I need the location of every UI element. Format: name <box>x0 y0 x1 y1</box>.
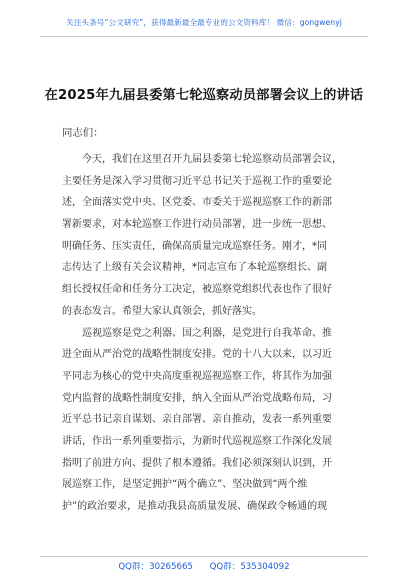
footer-qq-group-2: QQ群：535304092 <box>209 562 290 572</box>
body-line: 近平总书记亲自谋划、亲自部署、亲自推动，发表一系列重要 <box>62 414 332 426</box>
document-title: 在2025年九届县委第七轮巡察动员部署会议上的讲话 <box>44 88 364 103</box>
body-line: 的表态发言。希望大家认真领会，抓好落实。 <box>62 305 262 317</box>
body-line: 述，全面落实党中央、区党委、市委关于巡视巡察工作的新部 <box>62 197 332 209</box>
body-line: 主要任务是深入学习贯彻习近平总书记关于巡视工作的重要论 <box>62 175 332 187</box>
body-line: 展巡察工作，是坚定拥护“两个确立”、坚决做到“两个维 <box>62 479 308 491</box>
body-line: 组长授权任命和任务分工决定，被巡察党组织代表也作了很好 <box>62 284 332 296</box>
footer-qq-group-1: QQ群：30265665 <box>118 562 193 572</box>
body-line: 今天，我们在这里召开九届县委第七轮巡察动员部署会议， <box>82 154 342 165</box>
body-line: 讲话，作出一系列重要指示，为新时代巡视巡察工作深化发展 <box>62 435 332 447</box>
document-body <box>62 149 352 518</box>
footer-divider <box>40 556 368 557</box>
body-line: 进全面从严治党的战略性制度安排。党的十八大以来，以习近 <box>62 349 332 361</box>
header-divider <box>40 36 368 37</box>
body-line: 平同志为核心的党中央高度重视巡视巡察工作，将其作为加强 <box>62 370 332 382</box>
body-line: 巡视巡察是党之利器、国之利器，是党进行自我革命、推 <box>82 327 332 339</box>
body-line: 志传达了上级有关会议精神，*同志宣布了本轮巡察组长、副 <box>62 262 327 274</box>
body-line: 明确任务、压实责任，确保高质量完成巡察任务。刚才，*同 <box>62 240 327 252</box>
body-line: 党内监督的战略性制度安排，纳入全面从严治党战略布局，习 <box>62 392 332 404</box>
footer <box>0 560 408 572</box>
header-banner: 关注头条号“公文研究”，获得最新最全最专业的公文资料库！ 微信：gongwenyj <box>66 18 342 27</box>
body-line: 指明了前进方向、提供了根本遵循。我们必须深刻认识到，开 <box>62 457 332 469</box>
body-line: 署新要求，对本轮巡察工作进行动员部署，进一步统一思想、 <box>62 219 332 231</box>
body-line: 护”的政治要求，是推动我县高质量发展、确保政令畅通的现 <box>62 501 328 512</box>
salutation: 同志们： <box>62 127 104 139</box>
